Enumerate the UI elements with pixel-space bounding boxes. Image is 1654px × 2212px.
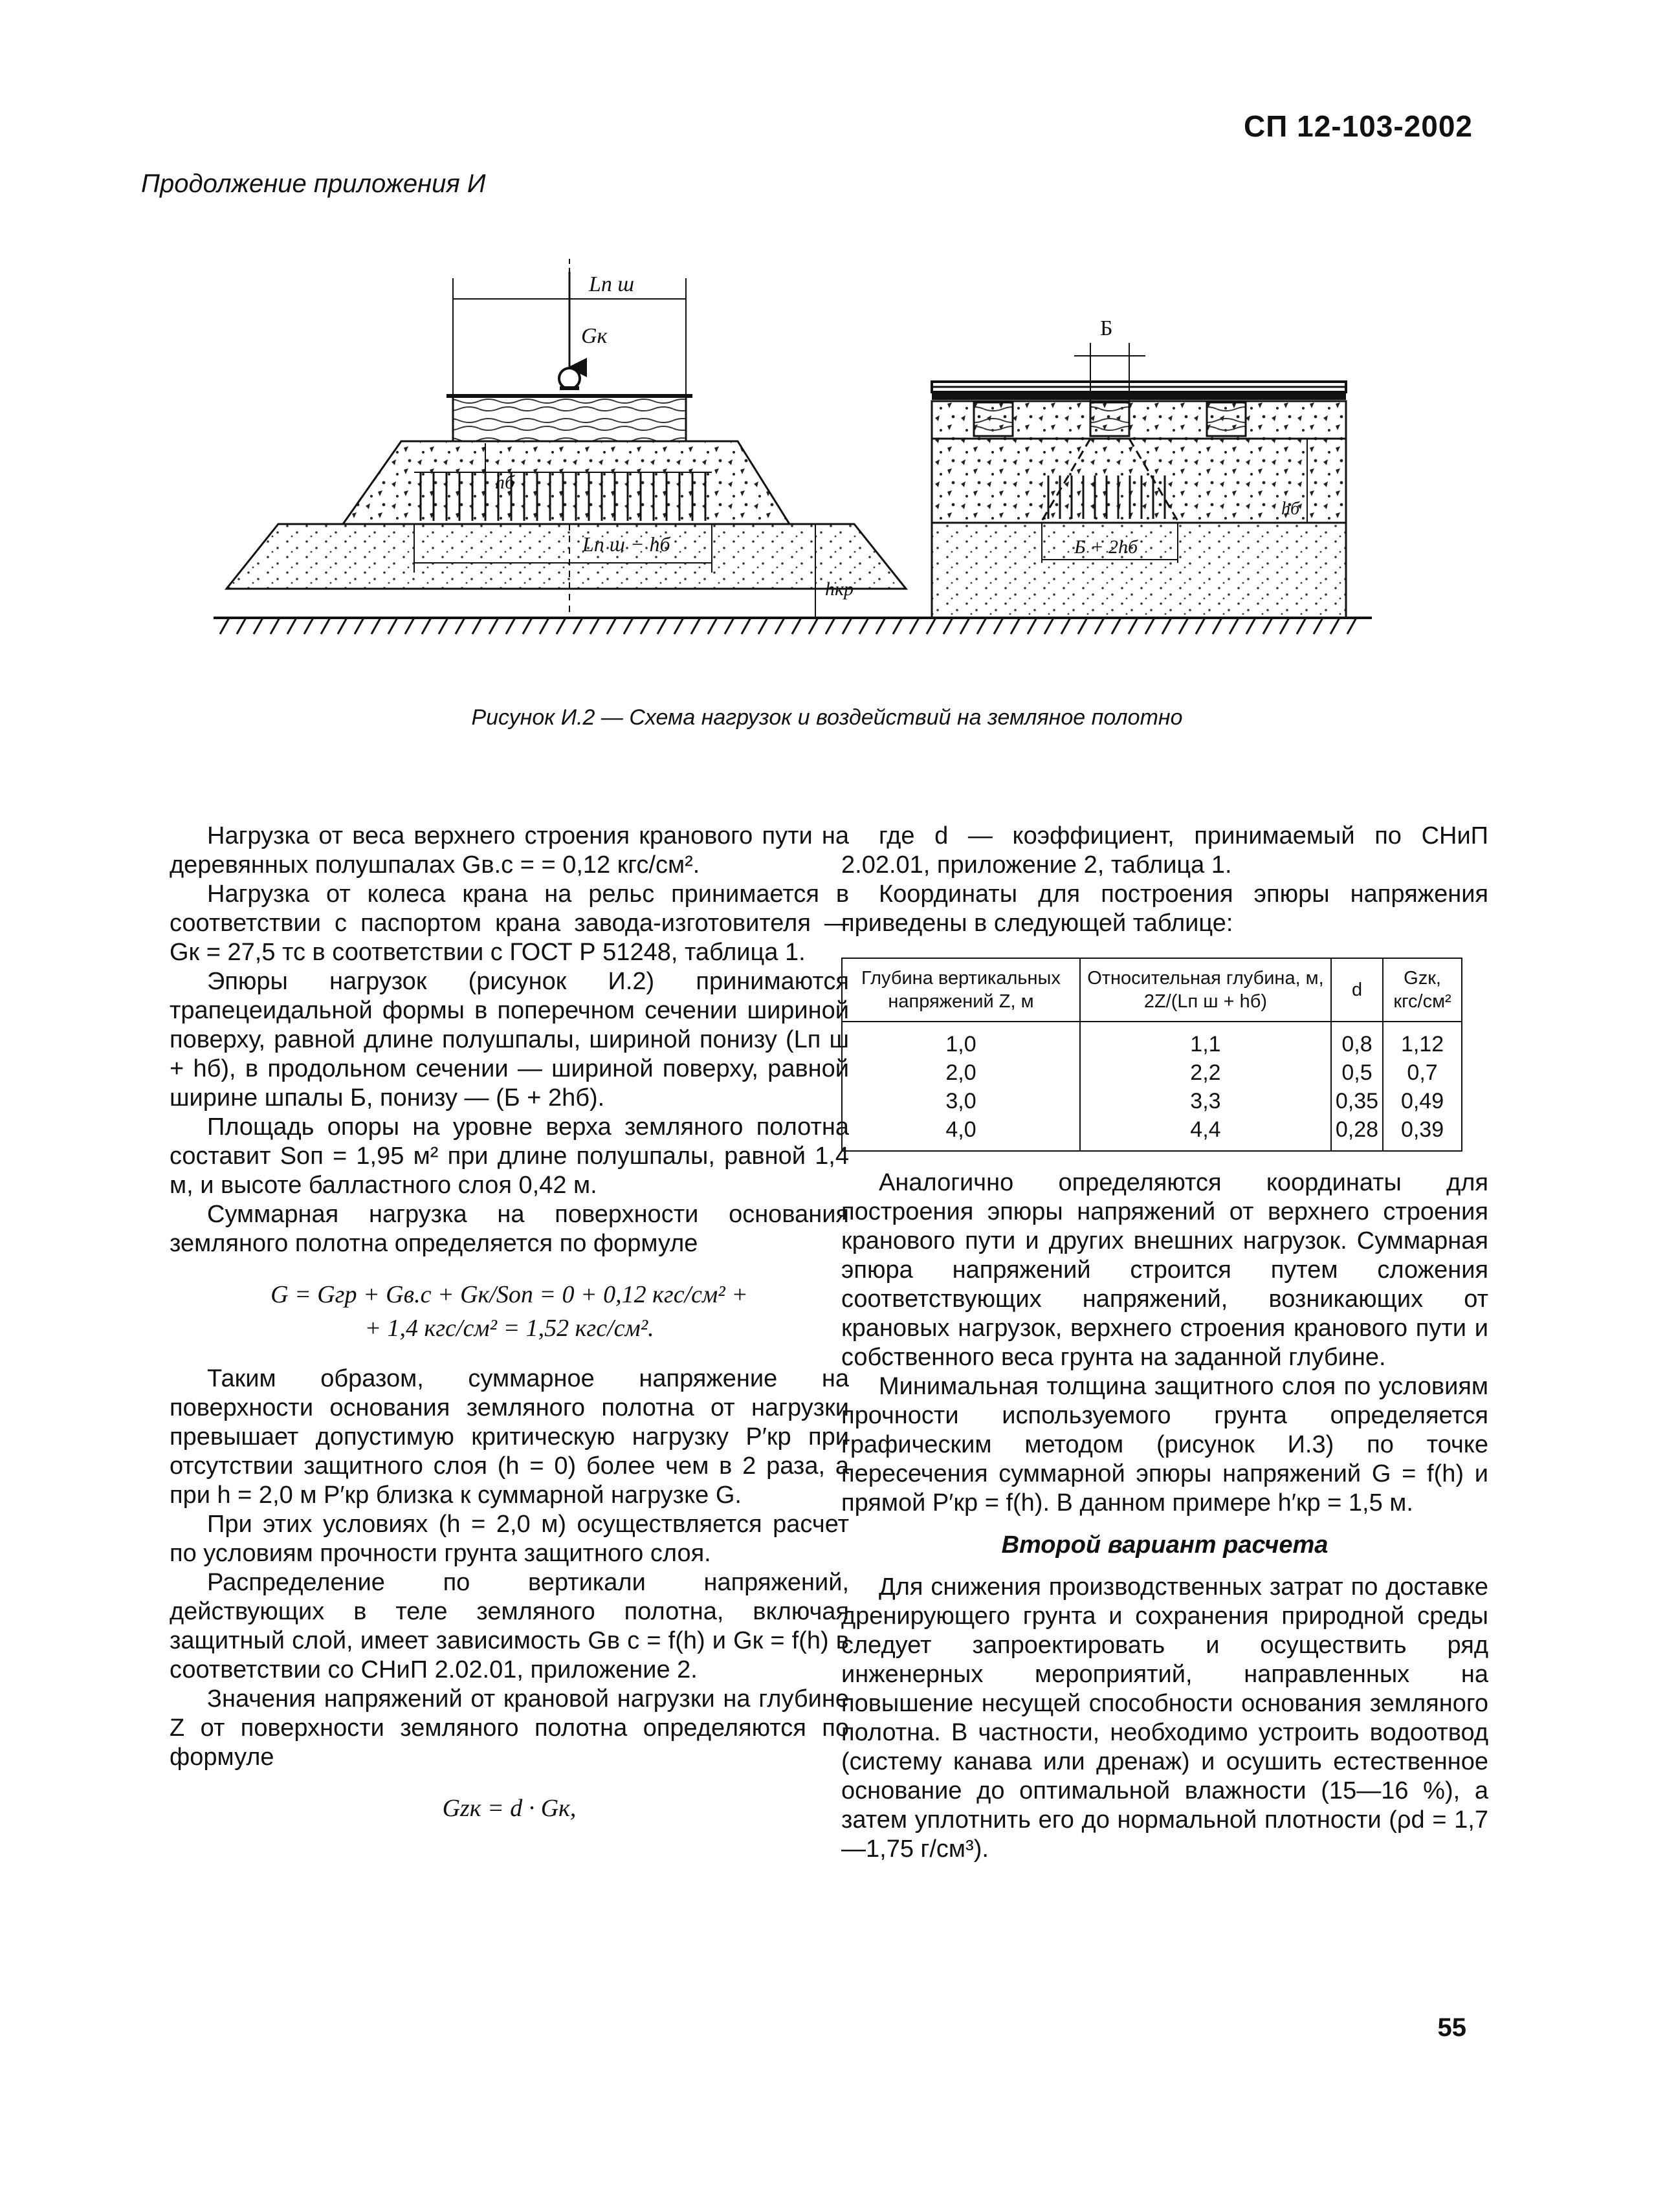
- table-cell: 4,4: [1080, 1115, 1331, 1151]
- table-cell: 0,8: [1331, 1022, 1383, 1058]
- table-header: Относительная глубина, м, 2Z/(Lп ш + hб): [1080, 958, 1331, 1022]
- label-l-psh: Lп ш: [589, 272, 635, 296]
- table-cell: 4,0: [842, 1115, 1080, 1151]
- label-b: Б: [1100, 316, 1113, 340]
- table-cell: 3,3: [1080, 1087, 1331, 1115]
- appendix-continuation: Продолжение приложения И: [141, 170, 486, 198]
- label-h-b-right: hб: [1281, 499, 1300, 519]
- table-cell: 1,12: [1383, 1022, 1462, 1058]
- figure-caption: Рисунок И.2 — Схема нагрузок и воздействий на земляное полотно: [471, 705, 1183, 730]
- cross-section-left: [226, 259, 906, 618]
- table-row: [842, 1058, 1462, 1087]
- table-header: Gzк, кгс/см²: [1383, 958, 1462, 1022]
- paragraph: где d — коэффициент, принимаемый по СНиП 2.02.01, приложение 2, таблица 1.: [841, 822, 1488, 879]
- stress-coordinates-table: [841, 958, 1462, 1152]
- table-cell: 2,2: [1080, 1058, 1331, 1087]
- table-header: d: [1331, 958, 1383, 1022]
- table-row: [842, 1022, 1462, 1058]
- formula-line: + 1,4 кгс/см² = 1,52 кгс/см².: [364, 1315, 654, 1342]
- paragraph: Распределение по вертикали напряжений, действующих в теле земляного полотна, включая защитный слой, имеет зависимость Gв с = f(h) и Gк = f(h) в соответствии со СНиП 2.02.01, приложение 2.: [170, 1569, 849, 1683]
- page-number: 55: [1437, 2013, 1466, 2042]
- label-g-k: Gк: [581, 324, 608, 348]
- table-cell: 0,49: [1383, 1087, 1462, 1115]
- right-column: [841, 822, 1488, 1864]
- table-header: Глубина вертикальных напряжений Z, м: [842, 958, 1080, 1022]
- table-cell: 3,0: [842, 1087, 1080, 1115]
- section-heading: Второй вариант расчета: [1001, 1531, 1329, 1559]
- document-id: СП 12-103-2002: [1244, 109, 1473, 143]
- longitudinal-section-right: [932, 343, 1346, 618]
- paragraph: Нагрузка от веса верхнего строения кранового пути на деревянных полушпалах Gв.с = = 0,12 кгс/см².: [170, 822, 849, 879]
- paragraph: При этих условиях (h = 2,0 м) осуществляется расчет по условиям прочности грунта защитного слоя.: [170, 1511, 849, 1567]
- label-h-b: hб: [495, 472, 515, 493]
- paragraph: Для снижения производственных затрат по доставке дренирующего грунта и сохранения природной среды следует запроектировать и осуществить ряд инженерных мероприятий, направленных на повышение несущей способности основания земляного полотна. В частности, необходимо устроить водоотвод (систему канава или дренаж) и осушить естественное основание до оптимальной влажности (15—16 %), а затем уплотнить его до нормальной плотности (ρd = 1,7—1,75 г/см³).: [841, 1573, 1488, 1863]
- table-row: [842, 1087, 1462, 1115]
- table-cell: 2,0: [842, 1058, 1080, 1087]
- left-column: [170, 822, 849, 1845]
- figure-load-scheme: [207, 259, 1385, 660]
- paragraph: Нагрузка от колеса крана на рельс принимается в соответствии с паспортом крана завода-изготовителя — Gк = 27,5 тс в соответствии с ГОСТ Р 51248, таблица 1.: [170, 881, 849, 966]
- table-cell: 1,0: [842, 1022, 1080, 1058]
- table-row: [842, 1115, 1462, 1151]
- label-l-minus-h: Lп ш − hб: [582, 532, 670, 556]
- formula-stress: Gzк = d · Gк,: [442, 1795, 577, 1822]
- load-scheme-diagram: [207, 259, 1385, 660]
- label-b-plus: Б + 2hб: [1074, 536, 1138, 558]
- table-cell: 0,35: [1331, 1087, 1383, 1115]
- paragraph: Площадь опоры на уровне верха земляного полотна составит Sоп = 1,95 м² при длине полушпалы, равной 1,4 м, и высоте балластного слоя 0,42 м.: [170, 1113, 849, 1199]
- paragraph: Минимальная толщина защитного слоя по условиям прочности используемого грунта определяется графическим методом (рисунок И.3) по точке пересечения суммарной эпюры напряжений G = f(h) и прямой P′кр = f(h). В данном примере h′кр = 1,5 м.: [841, 1373, 1488, 1517]
- table-cell: 0,28: [1331, 1115, 1383, 1151]
- table-cell: 0,5: [1331, 1058, 1383, 1087]
- formula-total-load: [170, 1278, 849, 1345]
- formula-line: G = Gгр + Gв.с + Gк/Sоп = 0 + 0,12 кгс/см² +: [270, 1281, 748, 1308]
- paragraph: Суммарная нагрузка на поверхности основания земляного полотна определяется по формуле: [170, 1201, 849, 1257]
- paragraph: Таким образом, суммарное напряжение на поверхности основания земляного полотна от нагрузки превышает допустимую критическую нагрузку P′кр при отсутствии защитного слоя (h = 0) более чем в 2 раза, а при h = 2,0 м P′кр близка к суммарной нагрузке G.: [170, 1365, 849, 1509]
- ground-hatching: [214, 618, 1372, 634]
- label-h-kr: hкр: [825, 578, 854, 600]
- paragraph: Значения напряжений от крановой нагрузки на глубине Z от поверхности земляного полотна определяются по формуле: [170, 1685, 849, 1771]
- table-cell: 0,7: [1383, 1058, 1462, 1087]
- paragraph: Координаты для построения эпюры напряжения приведены в следующей таблице:: [841, 881, 1488, 937]
- table-cell: 1,1: [1080, 1022, 1331, 1058]
- paragraph: Аналогично определяются координаты для построения эпюры напряжений от верхнего строения кранового пути и других внешних нагрузок. Суммарная эпюра напряжений строится путем сложения соответствующих напряжений, возникающих от крановых нагрузок, верхнего строения кранового пути и собственного веса грунта на заданной глубине.: [841, 1169, 1488, 1371]
- paragraph: Эпюры нагрузок (рисунок И.2) принимаются трапецеидальной формы в поперечном сечении шириной поверху, равной длине полушпалы, шириной понизу (Lп ш + hб), в продольном сечении — шириной поверху, равной ширине шпалы Б, понизу — (Б + 2hб).: [170, 968, 849, 1111]
- table-cell: 0,39: [1383, 1115, 1462, 1151]
